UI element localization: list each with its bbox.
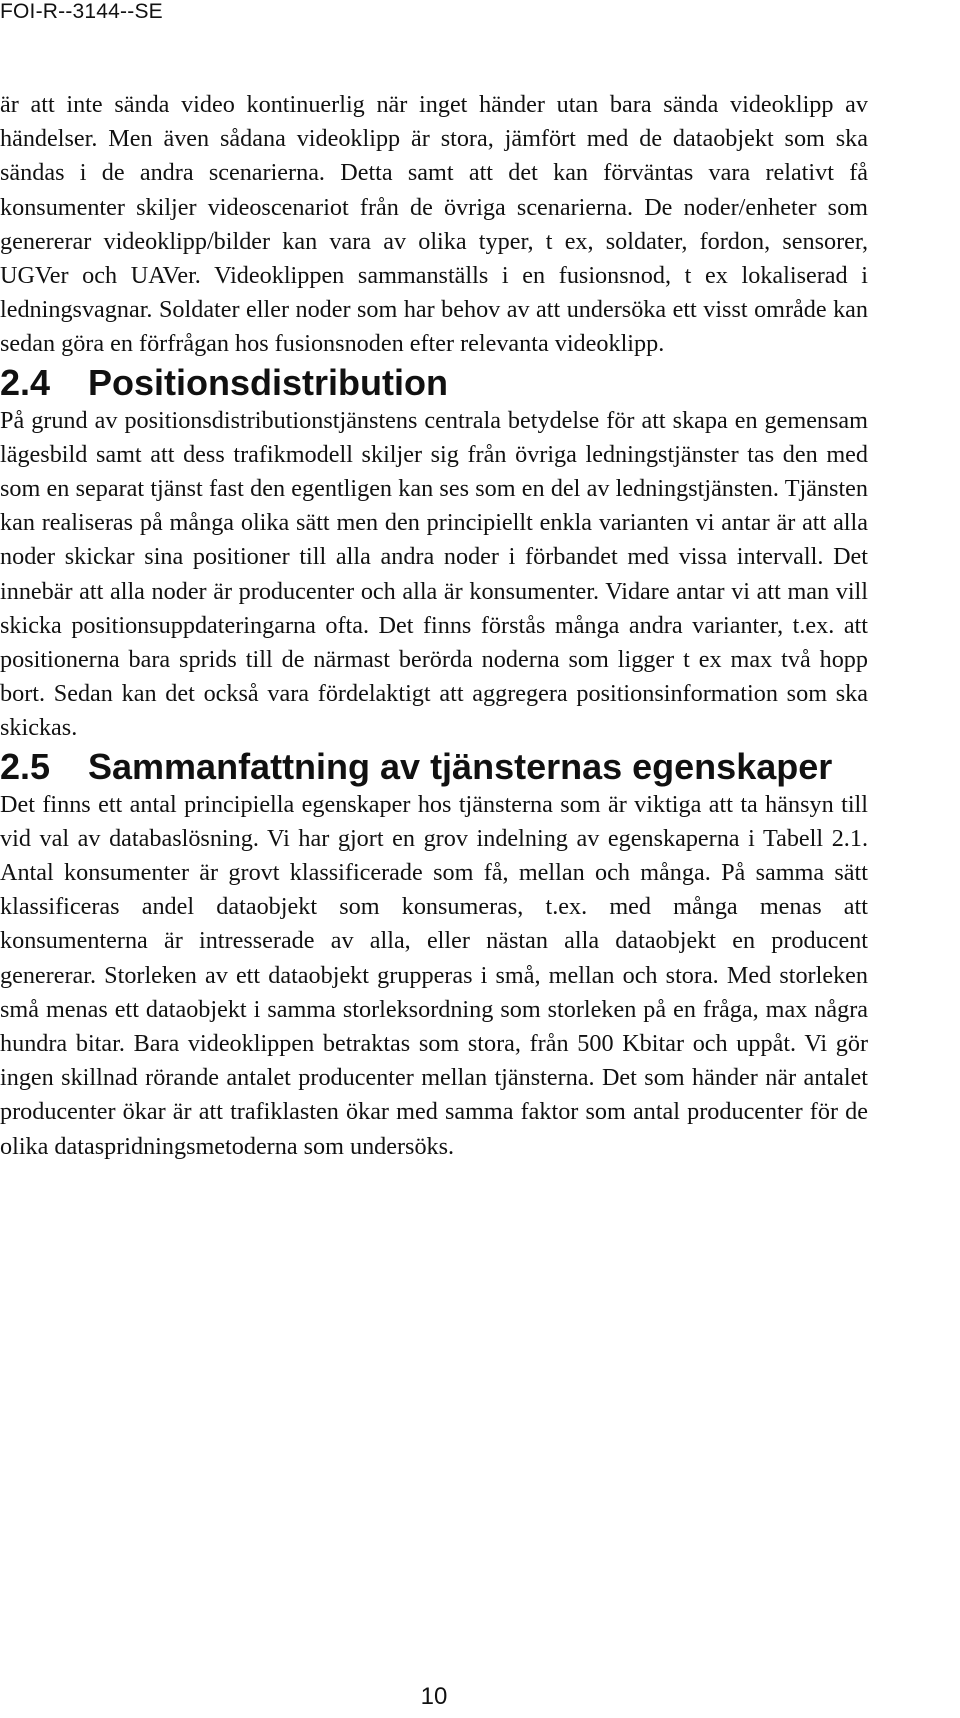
- section-number: 2.4: [0, 361, 51, 403]
- report-id-header: FOI-R--3144--SE: [0, 0, 163, 23]
- section-2-5-paragraph: Det finns ett antal principiella egenskaper hos tjänsterna som är viktiga att ta hänsyn till vid val av databaslösning. Vi har gjort en grov indelning av egenskaperna i Tabell 2.1. Antal konsumenter är grovt klassificerade som få, mellan och många. På samma sätt klassificeras andel dataobjekt som konsumeras, t.ex. med många menas att konsumenterna är intresserade av alla, eller nästan alla dataobjekt en producent genererar. Storleken av ett dataobjekt grupperas i små, mellan och stora. Med storleken små menas ett dataobjekt i samma storleksordning som storleken på en fråga, max några hundra bitar. Bara videoklippen betraktas som stora, från 500 Kbitar och uppåt. Vi gör ingen skillnad rörande antalet producenter mellan tjänsterna. Det som händer när antalet producenter ökar är att trafiklasten ökar med samma faktor som antal producenter för de olika dataspridningsmetoderna som undersöks.: [0, 790, 868, 1160]
- page-number: 10: [420, 1683, 448, 1710]
- intro-paragraph: är att inte sända video kontinuerlig när inget händer utan bara sända videoklipp av händelser. Men även sådana videoklipp är stora, jämfört med de dataobjekt som ska sändas i de andra scenarierna. Detta samt att det kan förväntas vara relativt få konsumenter skiljer videoscenariot från de övriga scenarierna. De noder/enheter som genererar videoklipp/bilder kan vara av olika typer, t ex, soldater, fordon, sensorer, UGVer och UAVer. Videoklippen sammanställs i en fusionsnod, t ex lokaliserad i ledningsvagnar. Soldater eller noder som har behov av att undersöka ett visst område kan sedan göra en förfrågan hos fusionsnoden efter relevanta videoklipp.: [0, 91, 868, 358]
- section-title: Sammanfattning av tjänsternas egenskaper: [88, 745, 833, 787]
- section-title: Positionsdistribution: [88, 361, 448, 403]
- page-body: [0, 88, 868, 1164]
- section-heading-2-4: [0, 362, 868, 404]
- section-number: 2.5: [0, 745, 51, 787]
- section-2-4-paragraph: På grund av positionsdistributionstjänstens centrala betydelse för att skapa en gemensam lägesbild samt att dess trafikmodell skiljer sig från övriga ledningstjänster tas den med som en separat tjänst fast den egentligen kan ses som en del av ledningstjänsten. Tjänsten kan realiseras på många olika sätt men den principiellt enkla varianten vi antar är att alla noder skickar sina positioner till alla andra noder i förbandet med vissa intervall. Det innebär att alla noder är producenter och alla är konsumenter. Vidare antar vi att man vill skicka positionsuppdateringarna ofta. Det finns förstås många andra varianter, t.ex. att positionerna bara sprids till de närmast berörda noderna som ligger t ex max två hopp bort. Sedan kan det också vara fördelaktigt att aggregera positionsinformation som ska skickas.: [0, 406, 868, 742]
- section-heading-2-5: [0, 746, 868, 788]
